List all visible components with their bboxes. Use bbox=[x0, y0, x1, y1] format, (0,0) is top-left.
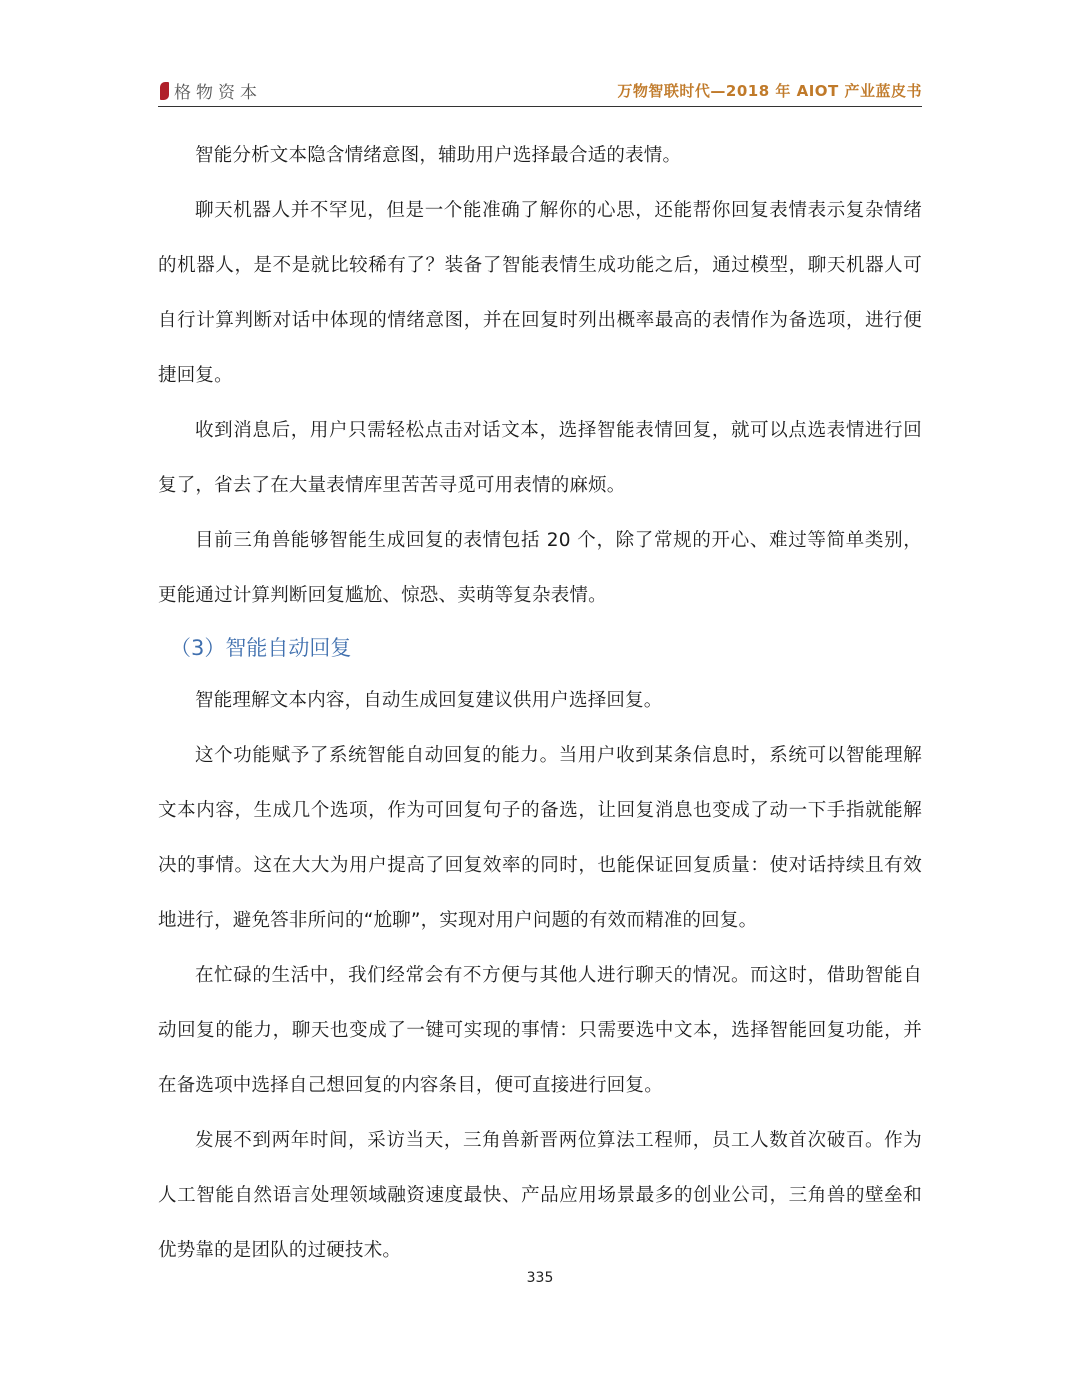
logo-icon bbox=[160, 82, 169, 100]
paragraph-7: 在忙碌的生活中，我们经常会有不方便与其他人进行聊天的情况。而这时，借助智能自动回复的能力，聊天也变成了一键可实现的事情：只需要选中文本，选择智能回复功能，并在备选项中选择自己想回复的内容条目，便可直接进行回复。 bbox=[158, 965, 922, 1096]
paragraph-1: 智能分析文本隐含情绪意图，辅助用户选择最合适的表情。 bbox=[195, 145, 682, 166]
page-number: 335 bbox=[526, 1270, 554, 1286]
logo-text: 格物资本 bbox=[174, 83, 262, 103]
company-logo bbox=[160, 78, 262, 103]
paragraph-3: 收到消息后，用户只需轻松点击对话文本，选择智能表情回复，就可以点选表情进行回复了，省去了在大量表情库里苦苦寻觅可用表情的麻烦。 bbox=[158, 420, 922, 496]
paragraph-5: 智能理解文本内容，自动生成回复建议供用户选择回复。 bbox=[195, 690, 663, 711]
report-title: 万物智联时代—2018 年 AIOT 产业蓝皮书 bbox=[617, 82, 922, 100]
paragraph-2: 聊天机器人并不罕见，但是一个能准确了解你的心思，还能帮你回复表情表示复杂情绪的机器人，是不是就比较稀有了？装备了智能表情生成功能之后，通过模型，聊天机器人可自行计算判断对话中体现的情绪意图，并在回复时列出概率最高的表情作为备选项，进行便捷回复。 bbox=[158, 200, 922, 386]
paragraph-8: 发展不到两年时间，采访当天，三角兽新晋两位算法工程师，员工人数首次破百。作为人工智能自然语言处理领域融资速度最快、产品应用场景最多的创业公司，三角兽的壁垒和优势靠的是团队的过硬技术。 bbox=[158, 1130, 922, 1261]
paragraph-4: 目前三角兽能够智能生成回复的表情包括 20 个，除了常规的开心、难过等简单类别，更能通过计算判断回复尴尬、惊恐、卖萌等复杂表情。 bbox=[158, 530, 922, 606]
page-header bbox=[158, 72, 922, 107]
section-heading: （3）智能自动回复 bbox=[170, 636, 352, 660]
document-body bbox=[158, 128, 922, 1278]
paragraph-6: 这个功能赋予了系统智能自动回复的能力。当用户收到某条信息时，系统可以智能理解文本内容，生成几个选项，作为可回复句子的备选，让回复消息也变成了动一下手指就能解决的事情。这在大大为用户提高了回复效率的同时，也能保证回复质量：使对话持续且有效地进行，避免答非所问的“尬聊”，实现对用户问题的有效而精准的回复。 bbox=[158, 745, 922, 931]
